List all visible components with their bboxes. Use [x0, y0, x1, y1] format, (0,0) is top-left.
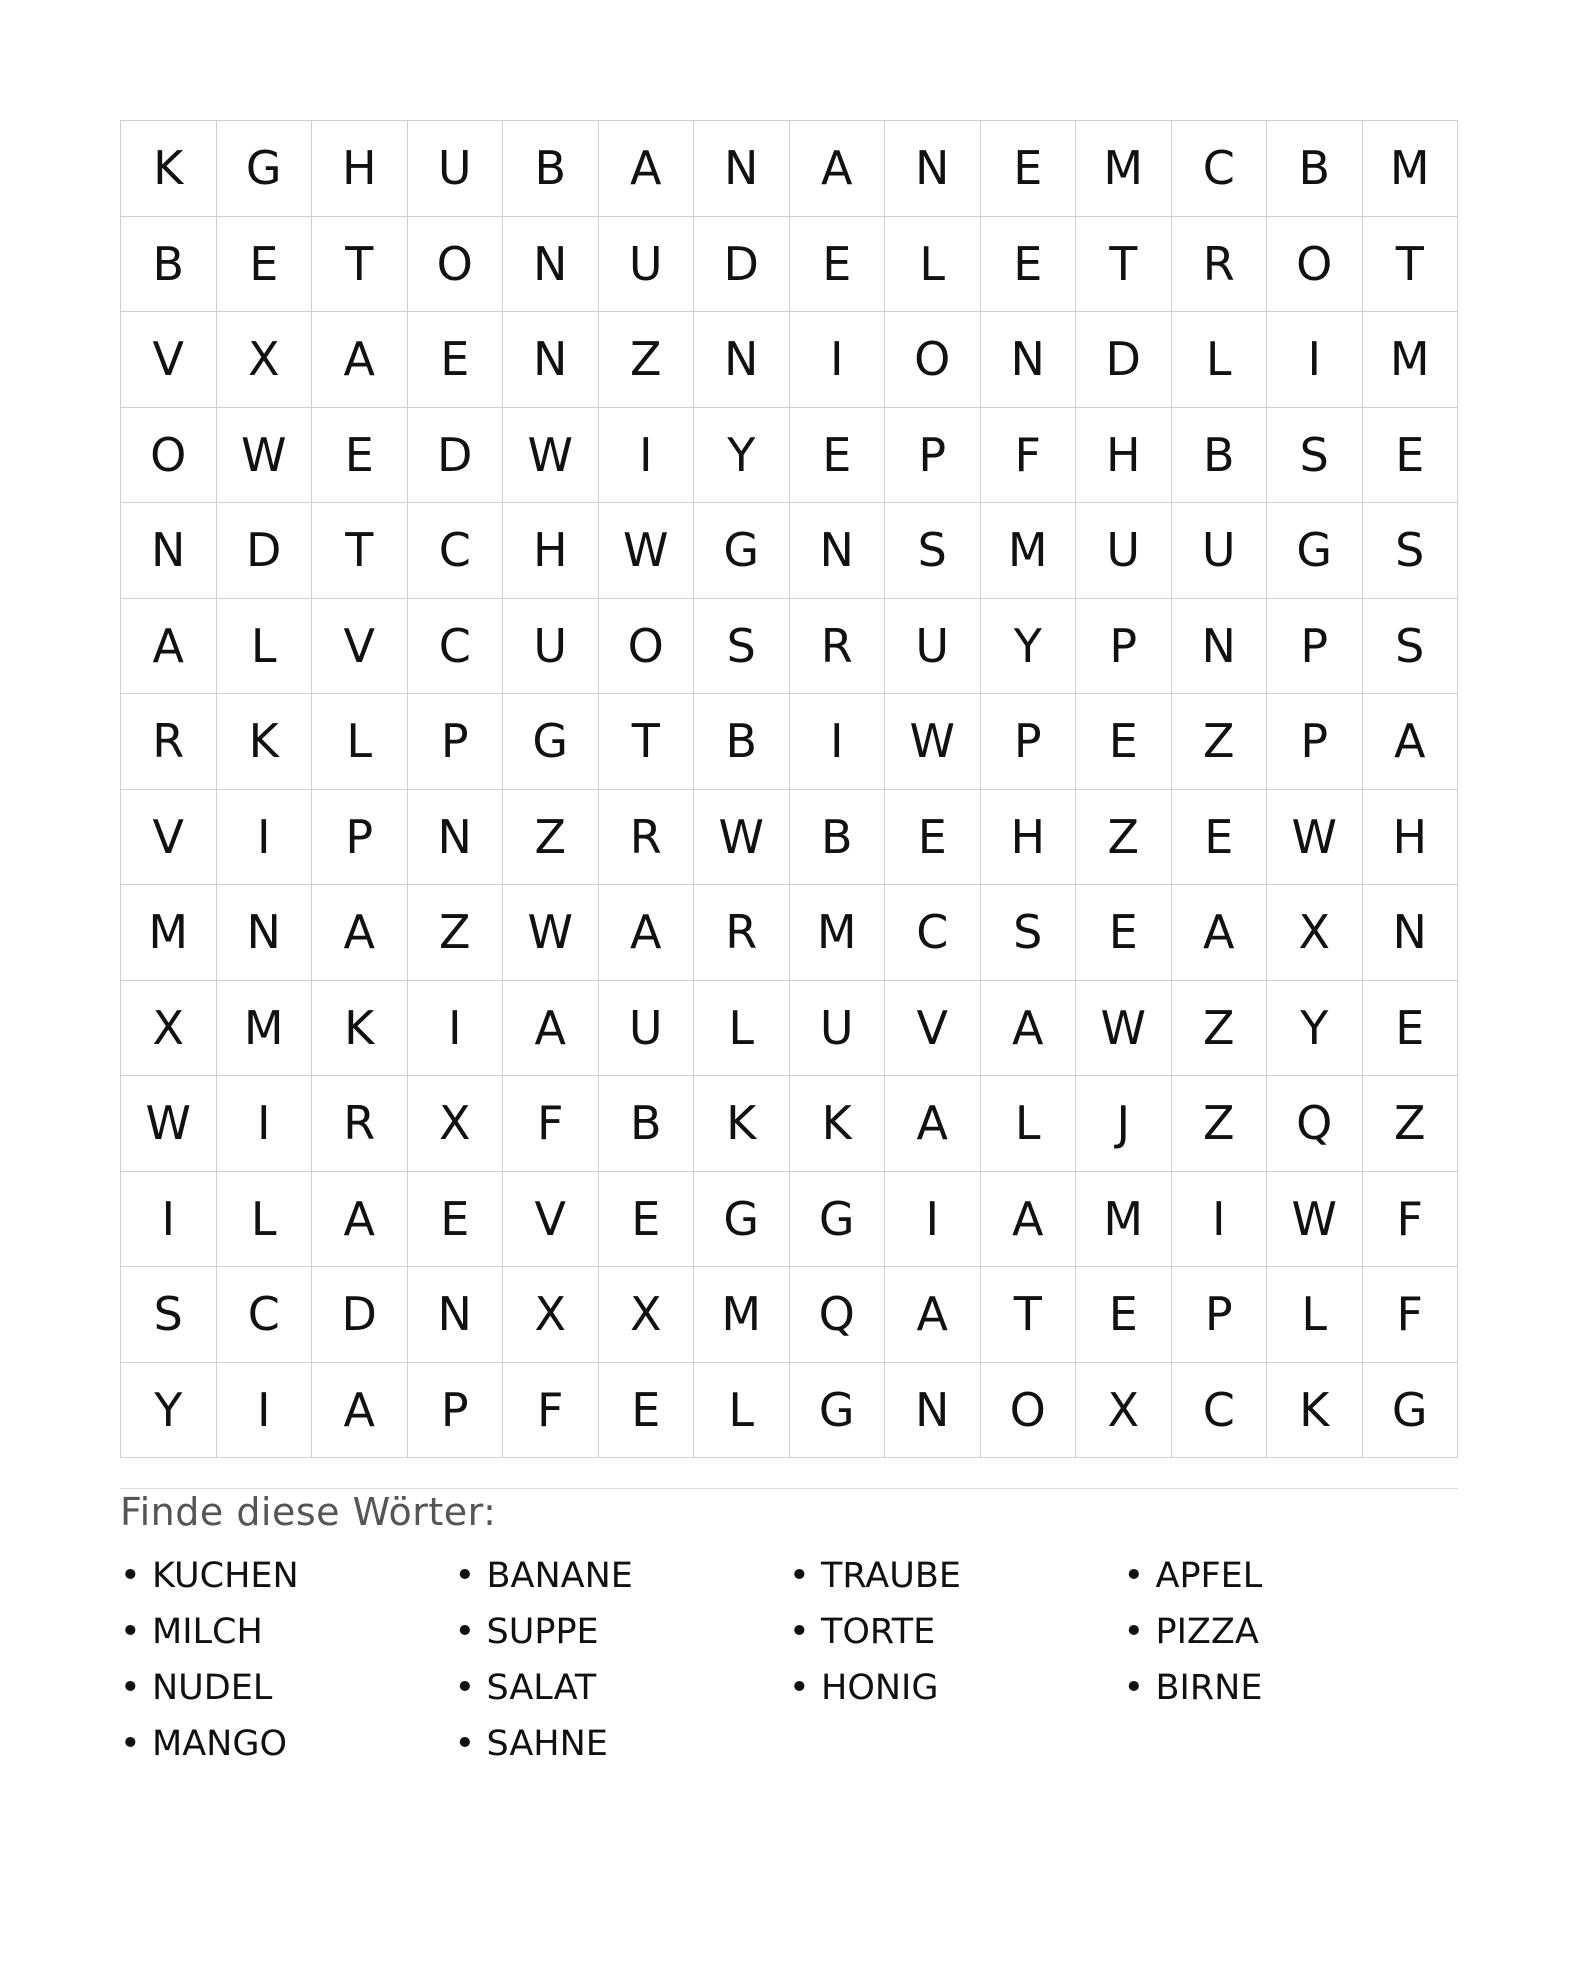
word-label: BIRNE: [1155, 1668, 1263, 1708]
grid-cell[interactable]: I: [1267, 312, 1363, 408]
list-item: [120, 1548, 455, 1604]
grid-cell[interactable]: I: [790, 312, 886, 408]
grid-cell[interactable]: I: [1172, 1172, 1268, 1268]
grid-cell[interactable]: E: [790, 217, 886, 313]
grid-cell[interactable]: Z: [1363, 1076, 1459, 1172]
grid-cell[interactable]: E: [217, 217, 313, 313]
grid-cell[interactable]: L: [885, 217, 981, 313]
grid-cell[interactable]: C: [217, 1267, 313, 1363]
grid-cell[interactable]: F: [981, 408, 1077, 504]
grid-cell[interactable]: E: [885, 790, 981, 886]
list-item: [1124, 1548, 1459, 1604]
grid-cell[interactable]: S: [885, 503, 981, 599]
grid-cell[interactable]: C: [1172, 1363, 1268, 1459]
grid-cell[interactable]: A: [981, 981, 1077, 1077]
grid-cell[interactable]: Z: [408, 885, 504, 981]
grid-cell[interactable]: W: [503, 408, 599, 504]
grid-cell[interactable]: N: [408, 790, 504, 886]
grid-cell[interactable]: E: [1076, 885, 1172, 981]
grid-cell[interactable]: M: [790, 885, 886, 981]
grid-cell[interactable]: H: [1363, 790, 1459, 886]
grid-cell[interactable]: S: [694, 599, 790, 695]
grid-cell[interactable]: M: [981, 503, 1077, 599]
grid-cell[interactable]: E: [408, 312, 504, 408]
grid-cell[interactable]: I: [217, 1363, 313, 1459]
word-list: [120, 1548, 1458, 1772]
grid-cell[interactable]: K: [217, 694, 313, 790]
grid-cell[interactable]: A: [1172, 885, 1268, 981]
grid-cell[interactable]: P: [408, 1363, 504, 1459]
list-item: [789, 1548, 1124, 1604]
grid-cell[interactable]: A: [885, 1267, 981, 1363]
list-item: [120, 1716, 455, 1772]
grid-cell[interactable]: X: [408, 1076, 504, 1172]
word-label: BANANE: [486, 1556, 633, 1596]
grid-cell[interactable]: G: [790, 1363, 886, 1459]
grid-cell[interactable]: X: [599, 1267, 695, 1363]
grid-cell[interactable]: E: [790, 408, 886, 504]
grid-cell[interactable]: T: [1363, 217, 1459, 313]
word-list-title: Finde diese Wörter:: [120, 1490, 497, 1534]
grid-cell[interactable]: D: [1076, 312, 1172, 408]
bullet-icon: •: [120, 1668, 141, 1708]
grid-cell[interactable]: E: [1172, 790, 1268, 886]
grid-cell[interactable]: W: [217, 408, 313, 504]
bullet-icon: •: [789, 1612, 810, 1652]
grid-cell[interactable]: A: [599, 885, 695, 981]
grid-cell[interactable]: D: [408, 408, 504, 504]
grid-cell[interactable]: Y: [981, 599, 1077, 695]
grid-cell[interactable]: D: [312, 1267, 408, 1363]
grid-cell[interactable]: N: [885, 121, 981, 217]
grid-cell[interactable]: H: [312, 121, 408, 217]
grid-cell[interactable]: S: [121, 1267, 217, 1363]
grid-cell[interactable]: A: [599, 121, 695, 217]
grid-cell[interactable]: T: [1076, 217, 1172, 313]
grid-cell[interactable]: R: [312, 1076, 408, 1172]
grid-cell[interactable]: M: [694, 1267, 790, 1363]
grid-cell[interactable]: E: [1076, 1267, 1172, 1363]
grid-cell[interactable]: U: [599, 981, 695, 1077]
bullet-icon: •: [454, 1668, 476, 1708]
grid-cell[interactable]: R: [121, 694, 217, 790]
grid-cell[interactable]: N: [694, 312, 790, 408]
grid-cell[interactable]: U: [1076, 503, 1172, 599]
grid-cell[interactable]: P: [981, 694, 1077, 790]
grid-cell[interactable]: F: [503, 1076, 599, 1172]
grid-cell[interactable]: V: [121, 312, 217, 408]
grid-cell[interactable]: G: [1267, 503, 1363, 599]
grid-cell[interactable]: I: [408, 981, 504, 1077]
grid-cell[interactable]: N: [217, 885, 313, 981]
grid-cell[interactable]: S: [1363, 599, 1459, 695]
bullet-icon: •: [454, 1612, 476, 1652]
bullet-icon: •: [454, 1724, 476, 1764]
letter-grid: [120, 120, 1458, 1458]
grid-cell[interactable]: Z: [1172, 694, 1268, 790]
grid-cell[interactable]: V: [503, 1172, 599, 1268]
grid-cell[interactable]: E: [981, 121, 1077, 217]
grid-cell[interactable]: T: [312, 503, 408, 599]
grid-cell[interactable]: X: [1076, 1363, 1172, 1459]
grid-cell[interactable]: E: [599, 1172, 695, 1268]
grid-cell[interactable]: M: [1363, 121, 1459, 217]
grid-cell[interactable]: M: [1076, 1172, 1172, 1268]
bullet-icon: •: [120, 1724, 141, 1764]
grid-cell[interactable]: D: [217, 503, 313, 599]
grid-cell[interactable]: C: [885, 885, 981, 981]
grid-cell[interactable]: X: [1267, 885, 1363, 981]
grid-cell[interactable]: C: [408, 599, 504, 695]
grid-cell[interactable]: L: [1172, 312, 1268, 408]
grid-cell[interactable]: I: [885, 1172, 981, 1268]
grid-cell[interactable]: B: [503, 121, 599, 217]
grid-cell[interactable]: L: [694, 1363, 790, 1459]
grid-cell[interactable]: L: [217, 599, 313, 695]
grid-cell[interactable]: L: [1267, 1267, 1363, 1363]
grid-cell[interactable]: N: [981, 312, 1077, 408]
grid-cell[interactable]: N: [790, 503, 886, 599]
grid-cell[interactable]: E: [408, 1172, 504, 1268]
bullet-icon: •: [120, 1612, 141, 1652]
grid-cell[interactable]: O: [121, 408, 217, 504]
grid-cell[interactable]: Z: [599, 312, 695, 408]
grid-cell[interactable]: A: [312, 1363, 408, 1459]
grid-cell[interactable]: A: [981, 1172, 1077, 1268]
divider: [120, 1488, 1458, 1489]
grid-cell[interactable]: E: [599, 1363, 695, 1459]
grid-cell[interactable]: W: [599, 503, 695, 599]
grid-cell[interactable]: P: [1267, 599, 1363, 695]
list-item: [1124, 1604, 1459, 1660]
grid-cell[interactable]: E: [312, 408, 408, 504]
grid-cell[interactable]: H: [1076, 408, 1172, 504]
grid-cell[interactable]: E: [981, 217, 1077, 313]
grid-cell[interactable]: O: [981, 1363, 1077, 1459]
bullet-icon: •: [789, 1668, 810, 1708]
grid-cell[interactable]: K: [694, 1076, 790, 1172]
bullet-icon: •: [120, 1556, 141, 1596]
grid-cell[interactable]: M: [217, 981, 313, 1077]
bullet-icon: •: [454, 1556, 476, 1596]
grid-cell[interactable]: F: [1363, 1172, 1459, 1268]
grid-cell[interactable]: K: [790, 1076, 886, 1172]
grid-cell[interactable]: B: [121, 217, 217, 313]
grid-cell[interactable]: N: [503, 312, 599, 408]
grid-cell[interactable]: W: [503, 885, 599, 981]
grid-cell[interactable]: U: [503, 599, 599, 695]
grid-cell[interactable]: P: [1267, 694, 1363, 790]
grid-cell[interactable]: P: [885, 408, 981, 504]
word-label: KUCHEN: [152, 1556, 299, 1596]
grid-cell[interactable]: N: [503, 217, 599, 313]
grid-cell[interactable]: F: [1363, 1267, 1459, 1363]
grid-cell[interactable]: W: [885, 694, 981, 790]
grid-cell[interactable]: W: [1267, 790, 1363, 886]
grid-cell[interactable]: D: [694, 217, 790, 313]
grid-cell[interactable]: M: [1076, 121, 1172, 217]
grid-cell[interactable]: O: [1267, 217, 1363, 313]
list-item: [455, 1716, 790, 1772]
grid-cell[interactable]: E: [1363, 408, 1459, 504]
grid-cell[interactable]: V: [312, 599, 408, 695]
grid-cell[interactable]: W: [1267, 1172, 1363, 1268]
grid-cell[interactable]: A: [885, 1076, 981, 1172]
bullet-icon: •: [1123, 1612, 1145, 1652]
grid-cell[interactable]: M: [1363, 312, 1459, 408]
word-label: SAHNE: [486, 1724, 608, 1764]
grid-cell[interactable]: K: [312, 981, 408, 1077]
grid-cell[interactable]: T: [599, 694, 695, 790]
grid-cell[interactable]: I: [217, 790, 313, 886]
grid-cell[interactable]: N: [885, 1363, 981, 1459]
grid-cell[interactable]: P: [312, 790, 408, 886]
list-item: [120, 1660, 455, 1716]
grid-cell[interactable]: B: [1172, 408, 1268, 504]
list-item: [789, 1660, 1124, 1716]
grid-cell[interactable]: T: [312, 217, 408, 313]
grid-cell[interactable]: G: [503, 694, 599, 790]
grid-cell[interactable]: Q: [790, 1267, 886, 1363]
grid-cell[interactable]: A: [312, 885, 408, 981]
list-item: [455, 1604, 790, 1660]
grid-cell[interactable]: O: [599, 599, 695, 695]
grid-cell[interactable]: A: [1363, 694, 1459, 790]
grid-cell[interactable]: A: [503, 981, 599, 1077]
list-item: [120, 1604, 455, 1660]
word-label: SALAT: [486, 1668, 597, 1708]
grid-cell[interactable]: W: [694, 790, 790, 886]
grid-cell[interactable]: S: [1363, 503, 1459, 599]
grid-cell[interactable]: S: [1267, 408, 1363, 504]
grid-cell[interactable]: Z: [1172, 1076, 1268, 1172]
grid-cell[interactable]: U: [790, 981, 886, 1077]
grid-cell[interactable]: Q: [1267, 1076, 1363, 1172]
word-label: TORTE: [821, 1612, 936, 1652]
list-item: [455, 1548, 790, 1604]
grid-cell[interactable]: L: [312, 694, 408, 790]
grid-cell[interactable]: F: [503, 1363, 599, 1459]
grid-cell[interactable]: P: [1172, 1267, 1268, 1363]
grid-cell[interactable]: U: [408, 121, 504, 217]
grid-cell[interactable]: N: [1363, 885, 1459, 981]
grid-cell[interactable]: E: [1363, 981, 1459, 1077]
grid-cell[interactable]: U: [1172, 503, 1268, 599]
grid-cell[interactable]: R: [599, 790, 695, 886]
grid-cell[interactable]: L: [217, 1172, 313, 1268]
grid-cell[interactable]: G: [217, 121, 313, 217]
grid-cell[interactable]: G: [790, 1172, 886, 1268]
grid-cell[interactable]: L: [694, 981, 790, 1077]
grid-cell[interactable]: N: [408, 1267, 504, 1363]
grid-cell[interactable]: A: [312, 312, 408, 408]
grid-cell[interactable]: W: [121, 1076, 217, 1172]
grid-cell[interactable]: N: [121, 503, 217, 599]
grid-cell[interactable]: M: [121, 885, 217, 981]
bullet-icon: •: [789, 1556, 810, 1596]
grid-cell[interactable]: L: [981, 1076, 1077, 1172]
grid-cell[interactable]: G: [1363, 1363, 1459, 1459]
grid-cell[interactable]: I: [790, 694, 886, 790]
bullet-icon: •: [1123, 1556, 1145, 1596]
list-item: [455, 1660, 790, 1716]
grid-cell[interactable]: C: [408, 503, 504, 599]
grid-cell[interactable]: P: [408, 694, 504, 790]
grid-cell[interactable]: A: [312, 1172, 408, 1268]
grid-cell[interactable]: J: [1076, 1076, 1172, 1172]
word-label: PIZZA: [1155, 1612, 1259, 1652]
grid-cell[interactable]: X: [121, 981, 217, 1077]
grid-cell[interactable]: R: [790, 599, 886, 695]
grid-cell[interactable]: Z: [1172, 981, 1268, 1077]
grid-cell[interactable]: A: [790, 121, 886, 217]
grid-cell[interactable]: Y: [121, 1363, 217, 1459]
word-label: NUDEL: [152, 1668, 273, 1708]
grid-cell[interactable]: B: [599, 1076, 695, 1172]
grid-cell[interactable]: I: [217, 1076, 313, 1172]
grid-cell[interactable]: S: [981, 885, 1077, 981]
word-label: SUPPE: [486, 1612, 599, 1652]
grid-cell[interactable]: A: [121, 599, 217, 695]
grid-cell[interactable]: V: [885, 981, 981, 1077]
grid-cell[interactable]: C: [1172, 121, 1268, 217]
word-label: HONIG: [821, 1668, 939, 1708]
grid-cell[interactable]: G: [694, 1172, 790, 1268]
word-label: MANGO: [152, 1724, 287, 1764]
list-item: [1124, 1660, 1459, 1716]
grid-cell[interactable]: U: [885, 599, 981, 695]
grid-cell[interactable]: U: [599, 217, 695, 313]
list-spacer: [1124, 1716, 1459, 1772]
grid-cell[interactable]: H: [981, 790, 1077, 886]
grid-cell[interactable]: G: [694, 503, 790, 599]
grid-cell[interactable]: V: [121, 790, 217, 886]
grid-cell[interactable]: R: [1172, 217, 1268, 313]
grid-cell[interactable]: O: [408, 217, 504, 313]
list-item: [789, 1604, 1124, 1660]
grid-cell[interactable]: W: [1076, 981, 1172, 1077]
grid-cell[interactable]: B: [790, 790, 886, 886]
grid-cell[interactable]: B: [1267, 121, 1363, 217]
word-label: TRAUBE: [821, 1556, 961, 1596]
grid-cell[interactable]: H: [503, 503, 599, 599]
grid-cell[interactable]: X: [503, 1267, 599, 1363]
grid-cell[interactable]: O: [885, 312, 981, 408]
grid-cell[interactable]: Z: [1076, 790, 1172, 886]
grid-cell[interactable]: P: [1076, 599, 1172, 695]
grid-cell[interactable]: K: [1267, 1363, 1363, 1459]
list-spacer: [789, 1716, 1124, 1772]
grid-cell[interactable]: Z: [503, 790, 599, 886]
word-label: APFEL: [1155, 1556, 1263, 1596]
grid-cell[interactable]: Y: [694, 408, 790, 504]
word-label: MILCH: [152, 1612, 263, 1652]
grid-cell[interactable]: B: [694, 694, 790, 790]
grid-cell[interactable]: T: [981, 1267, 1077, 1363]
grid-cell[interactable]: I: [599, 408, 695, 504]
grid-cell[interactable]: N: [1172, 599, 1268, 695]
grid-cell[interactable]: N: [694, 121, 790, 217]
grid-cell[interactable]: I: [121, 1172, 217, 1268]
grid-cell[interactable]: Y: [1267, 981, 1363, 1077]
grid-cell[interactable]: R: [694, 885, 790, 981]
grid-cell[interactable]: X: [217, 312, 313, 408]
bullet-icon: •: [1123, 1668, 1145, 1708]
grid-cell[interactable]: E: [1076, 694, 1172, 790]
grid-cell[interactable]: K: [121, 121, 217, 217]
